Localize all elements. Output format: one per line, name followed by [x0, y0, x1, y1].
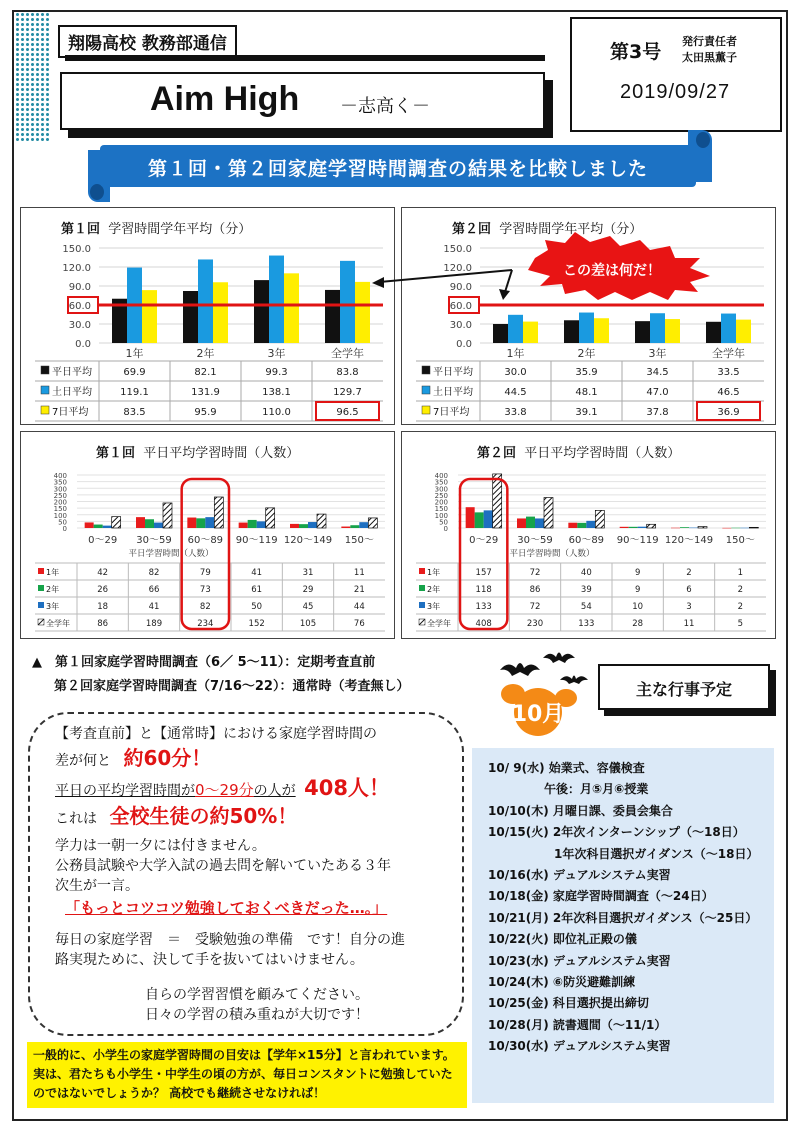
events-header	[598, 664, 770, 710]
table-cell: 131.9	[191, 387, 220, 398]
table-cell: 33.8	[504, 407, 527, 418]
bar-1年	[466, 507, 475, 528]
event-item: 10/22(火) 即位礼正殿の儀	[488, 932, 637, 947]
bar-2年	[526, 517, 535, 528]
table-cell: 48.1	[575, 387, 598, 398]
arrow-head-1	[372, 277, 384, 288]
bar-全学年	[493, 474, 502, 528]
bar-2年	[629, 527, 638, 528]
legend-label: 3年	[427, 602, 441, 611]
halloween-decoration	[488, 648, 598, 740]
table-cell: 83.5	[123, 407, 146, 418]
bar-全学年	[595, 510, 604, 528]
chart-title-text: 平日平均学習時間（人数）	[524, 446, 681, 461]
arrow-line-2	[505, 270, 512, 292]
table-cell: 69.9	[123, 367, 146, 378]
x-tick-label: 90～119	[235, 535, 278, 546]
table-cell: 129.7	[333, 387, 362, 398]
y-tick-label: 200	[434, 498, 448, 507]
event-item: 10/10(木) 月曜日課、委員会集合	[488, 803, 673, 818]
bar-2年	[196, 518, 205, 528]
callout-overlay	[0, 0, 800, 330]
y-tick-label: 400	[434, 472, 448, 480]
message-highlight: 約60分！	[123, 746, 212, 770]
message-highlight: 0～29分	[195, 781, 254, 799]
table-cell: 30.0	[504, 367, 527, 378]
table-cell: 99.3	[265, 367, 288, 378]
bar-2年	[577, 523, 586, 528]
chart-title-text: 学習時間学年平均（分）	[108, 222, 252, 237]
headline-text: 第１回・第２回家庭学習時間調査の結果を比較しました	[147, 158, 648, 180]
table-cell: 95.9	[194, 407, 217, 418]
bar-全学年	[749, 527, 758, 528]
legend-swatch	[422, 386, 430, 394]
bar-3年	[484, 510, 493, 528]
table-cell: 230	[526, 619, 544, 629]
table-cell: 11	[353, 568, 365, 578]
table-cell: 105	[299, 619, 317, 629]
y-tick-label: 150	[53, 505, 67, 514]
table-cell: 28	[632, 619, 644, 629]
x-tick-label: 60～89	[187, 535, 224, 546]
table-cell: 2	[737, 585, 744, 595]
table-cell: 35.9	[575, 367, 598, 378]
table-cell: 66	[148, 585, 160, 595]
y-tick-label: 30.0	[449, 320, 472, 331]
y-tick-label: 90.0	[68, 282, 91, 293]
event-item: 10/23(水) デュアルシステム実習	[488, 953, 671, 968]
table-cell: 54	[580, 602, 592, 612]
chart-title-text: 学習時間学年平均（分）	[499, 222, 643, 237]
bar-1年	[239, 523, 248, 528]
y-tick-label: 400	[53, 472, 67, 480]
y-tick-label: 60.0	[68, 301, 91, 312]
y-tick-label: 150.0	[62, 244, 91, 255]
table-cell: 41	[251, 568, 263, 578]
table-cell: 234	[197, 619, 214, 629]
legend-swatch	[41, 406, 49, 414]
bar-3年	[740, 528, 749, 529]
bar-3年	[308, 522, 317, 528]
bar-1年	[187, 518, 196, 528]
message-highlight: 全校生徒の約50%！	[109, 804, 298, 828]
bar-全学年	[266, 508, 275, 528]
table-cell: 119.1	[120, 387, 149, 398]
table-cell: 96.5	[336, 407, 359, 418]
callout-text: この差は何だ！	[563, 263, 661, 279]
table-cell: 37.8	[646, 407, 669, 418]
message-text: 平日の平均学習時間が	[55, 783, 195, 799]
legend-swatch	[419, 602, 425, 608]
table-cell: 46.5	[717, 387, 740, 398]
legend-swatch	[38, 619, 44, 625]
bar-1年	[620, 527, 629, 528]
table-cell: 72	[529, 602, 541, 612]
table-cell: 73	[199, 585, 211, 595]
x-axis-label: 平日学習時間（人数）	[128, 549, 214, 559]
message-line: 公務員試験や大学入試の過去問を解いていたある３年	[55, 858, 391, 874]
legend-label: 平日平均	[433, 367, 473, 378]
table-cell: 9	[634, 585, 641, 595]
table-cell: 157	[475, 568, 492, 578]
publisher-label: 発行責任者	[682, 35, 737, 48]
bar-全学年	[317, 514, 326, 528]
survey-note-1: ▲ 第１回家庭学習時間調査（6／ 5～11）：定期考査直前	[32, 655, 376, 670]
survey-note-2: 第２回家庭学習時間調査（7/16～22）：通常時（考査無し）	[54, 679, 410, 694]
y-tick-label: 0.0	[456, 339, 472, 350]
y-tick-label: 300	[53, 485, 67, 494]
x-tick-label: 60～89	[568, 535, 605, 546]
x-tick-label: 120～149	[664, 535, 714, 546]
y-tick-label: 60.0	[449, 301, 472, 312]
table-cell: 86	[529, 585, 541, 595]
message-line	[55, 778, 390, 801]
x-tick-label: 150～	[725, 535, 755, 546]
legend-swatch	[38, 602, 44, 608]
table-cell: 26	[97, 585, 109, 595]
message-line	[55, 806, 297, 829]
bar-3年	[535, 518, 544, 528]
legend-swatch	[38, 585, 44, 591]
legend-swatch	[422, 406, 430, 414]
table-cell: 11	[683, 619, 695, 629]
legend-label: 全学年	[46, 619, 70, 628]
legend-swatch	[41, 386, 49, 394]
bar-2年	[145, 519, 154, 528]
bar-2年	[94, 525, 103, 528]
message-text: 差が何と	[55, 753, 111, 769]
legend-label: 土日平均	[52, 387, 92, 398]
message-highlight: 408人！	[304, 776, 390, 800]
bar-3年	[638, 527, 647, 528]
table-cell: 41	[148, 602, 160, 612]
event-item: 10/16(水) デュアルシステム実習	[488, 868, 671, 883]
arrow-head-2	[499, 289, 510, 300]
table-cell: 6	[686, 585, 692, 595]
x-tick-label: 3年	[267, 347, 286, 360]
bar-3年	[257, 521, 266, 528]
message-line: 自らの学習習慣を顧みてください。	[145, 987, 369, 1003]
y-tick-label: 250	[434, 491, 448, 500]
x-tick-label: 120～149	[283, 535, 333, 546]
message-text: の人が	[253, 783, 296, 799]
chart-title-number: 第１回	[96, 446, 136, 461]
issue-number: 第3号	[610, 41, 662, 63]
event-item: 10/21(月) 2年次科目選択ガイダンス（～25日）	[488, 910, 758, 925]
legend-label: 1年	[46, 568, 60, 577]
table-cell: 133	[475, 602, 492, 612]
bar-全学年	[698, 527, 707, 528]
bar-1年	[568, 523, 577, 528]
y-tick-label: 30.0	[68, 320, 91, 331]
legend-swatch	[422, 366, 430, 374]
x-tick-label: 90～119	[616, 535, 659, 546]
legend-label: 3年	[46, 602, 60, 611]
events-title: 主な行事予定	[635, 680, 732, 699]
x-tick-label: 150～	[344, 535, 374, 546]
event-item: 10/ 9(水) 始業式、容儀検査	[488, 761, 645, 775]
chart-panel-count-2	[401, 431, 776, 639]
y-tick-label: 300	[434, 485, 448, 494]
newsletter-title: Aim High	[150, 80, 300, 118]
y-tick-label: 350	[53, 478, 67, 487]
legend-label: 全学年	[427, 619, 451, 628]
y-tick-label: 0	[443, 525, 448, 533]
issue-date: 2019/09/27	[620, 81, 731, 103]
table-cell: 83.8	[336, 367, 359, 378]
count-chart-2	[402, 432, 774, 637]
legend-label: 2年	[46, 585, 60, 594]
x-tick-label: 0～29	[88, 535, 118, 546]
bar-3年	[154, 523, 163, 528]
table-cell: 5	[737, 619, 744, 629]
event-item: 10/25(金) 科目選択提出締切	[488, 996, 649, 1011]
table-cell: 79	[199, 568, 211, 578]
message-line	[55, 748, 211, 771]
legend-swatch	[38, 568, 44, 574]
table-cell: 44.5	[504, 387, 527, 398]
bar-1年	[671, 528, 680, 529]
x-tick-label: 30～59	[136, 535, 172, 546]
table-cell: 21	[353, 585, 365, 595]
chart-title-number: 第１回	[61, 222, 101, 237]
bar-2年	[731, 528, 740, 529]
message-line: 日々の学習の積み重ねが大切です！	[145, 1007, 369, 1023]
table-cell: 152	[248, 619, 265, 629]
events-list	[472, 748, 774, 1103]
legend-label: 1年	[427, 568, 441, 577]
table-cell: 1	[737, 568, 744, 578]
newsletter-subtitle: －志高く－	[340, 96, 430, 117]
bar-1年	[517, 518, 526, 528]
message-line: 路実現ために、決して手を抜いてはいけません。	[55, 952, 364, 968]
table-cell: 18	[97, 602, 109, 612]
x-axis-label: 平日学習時間（人数）	[509, 549, 595, 559]
bar-3年	[689, 528, 698, 529]
event-item: 10/18(金) 家庭学習時間調査（～24日）	[488, 889, 714, 904]
y-tick-label: 120.0	[62, 263, 91, 274]
table-cell: 31	[302, 568, 314, 578]
y-tick-label: 250	[53, 491, 67, 500]
table-cell: 82	[199, 602, 211, 612]
table-cell: 10	[632, 602, 644, 612]
table-cell: 2	[686, 568, 692, 578]
table-cell: 42	[97, 568, 109, 578]
bat-icon	[543, 653, 575, 664]
table-cell: 36.9	[717, 407, 740, 418]
table-cell: 45	[302, 602, 314, 612]
table-cell: 118	[475, 585, 492, 595]
legend-swatch	[41, 366, 49, 374]
x-tick-label: 1年	[506, 347, 525, 360]
table-cell: 34.5	[646, 367, 669, 378]
bar-2年	[248, 520, 257, 528]
legend-label: 平日平均	[52, 367, 92, 378]
table-cell: 82.1	[194, 367, 217, 378]
event-item: 10/28(月) 読書週間（～11/1）	[488, 1017, 667, 1032]
table-cell: 29	[302, 585, 314, 595]
y-tick-label: 120.0	[443, 263, 472, 274]
table-cell: 47.0	[646, 387, 669, 398]
message-line: 毎日の家庭学習 ＝ 受験勉強の準備 です！自分の進	[55, 932, 405, 948]
bar-3年	[205, 517, 214, 528]
table-cell: 39.1	[575, 407, 598, 418]
legend-swatch	[419, 568, 425, 574]
event-item: 10/30(水) デュアルシステム実習	[488, 1039, 671, 1054]
bar-全学年	[112, 517, 121, 528]
y-tick-label: 90.0	[449, 282, 472, 293]
x-tick-label: 2年	[196, 347, 215, 360]
x-tick-label: 1年	[125, 347, 144, 360]
message-quote: 「もっとコツコツ勉強しておくべきだった…。」	[65, 899, 388, 917]
count-chart-1	[21, 432, 393, 637]
x-tick-label: 30～59	[517, 535, 553, 546]
table-cell: 138.1	[262, 387, 291, 398]
bar-3年	[586, 521, 595, 528]
legend-swatch	[419, 619, 425, 625]
legend-swatch	[419, 585, 425, 591]
table-cell: 189	[145, 619, 163, 629]
bar-2年	[350, 525, 359, 528]
school-title: 翔陽高校 教務部通信	[58, 25, 237, 58]
message-line: 【考査直前】と【通常時】における家庭学習時間の	[55, 726, 377, 742]
message-line: 学力は一朝一夕には付きません。	[55, 838, 266, 854]
bar-3年	[103, 526, 112, 528]
chart-title-number: 第２回	[452, 222, 492, 237]
table-cell: 133	[578, 619, 595, 629]
bar-全学年	[544, 498, 553, 528]
chart-panel-count-1	[20, 431, 395, 639]
table-cell: 61	[251, 585, 263, 595]
y-tick-label: 0	[62, 525, 67, 533]
event-item: 1年次科目選択ガイダンス（～18日）	[554, 846, 759, 861]
x-tick-label: 0～29	[469, 535, 499, 546]
y-tick-label: 50	[58, 518, 67, 527]
event-item: 午後：月⑤月⑥授業	[544, 782, 649, 797]
y-tick-label: 150	[434, 505, 448, 514]
message-line: 次生が一言。	[55, 878, 139, 894]
y-tick-label: 100	[434, 511, 448, 520]
table-cell: 72	[529, 568, 541, 578]
bar-3年	[359, 522, 368, 528]
event-item: 10/15(火) 2年次インターンシップ（～18日）	[488, 825, 745, 840]
x-tick-label: 2年	[577, 347, 596, 360]
y-tick-label: 200	[53, 498, 67, 507]
table-cell: 3	[686, 602, 692, 612]
bar-1年	[136, 517, 145, 528]
bat-icon	[560, 676, 588, 685]
bar-1年	[290, 524, 299, 528]
publisher-name: 太田黒薫子	[682, 51, 737, 64]
legend-label: 7日平均	[52, 407, 89, 418]
bar-全学年	[214, 497, 223, 528]
table-cell: 9	[634, 568, 641, 578]
bar-全学年	[368, 518, 377, 528]
arrow-line-1	[380, 270, 512, 282]
x-tick-label: 全学年	[331, 347, 364, 360]
legend-label: 2年	[427, 585, 441, 594]
table-cell: 110.0	[262, 407, 291, 418]
table-cell: 50	[251, 602, 263, 612]
bar-2年	[680, 527, 689, 528]
table-cell: 76	[353, 619, 365, 629]
table-cell: 82	[148, 568, 160, 578]
bar-1年	[722, 528, 731, 529]
x-tick-label: 3年	[648, 347, 667, 360]
table-cell: 408	[475, 619, 492, 629]
table-cell: 40	[580, 568, 592, 578]
chart-title-text: 平日平均学習時間（人数）	[143, 446, 300, 461]
bar-1年	[341, 527, 350, 528]
footer-note: 一般的に、小学生の家庭学習時間の目安は【学年×15分】と言われています。実は、君たちも小学生・中学生の頃の方が、毎日コンスタントに勉強していたのではないでしょうか？ 高校でも継続させなければ！	[27, 1042, 467, 1108]
table-cell: 86	[97, 619, 109, 629]
message-text: これは	[55, 811, 97, 827]
legend-label: 7日平均	[433, 407, 470, 418]
bar-全学年	[647, 524, 656, 528]
chart-title-number: 第２回	[477, 446, 517, 461]
y-tick-label: 0.0	[75, 339, 91, 350]
bar-2年	[475, 512, 484, 528]
x-tick-label: 全学年	[712, 347, 745, 360]
legend-label: 土日平均	[433, 387, 473, 398]
y-tick-label: 50	[439, 518, 448, 527]
y-tick-label: 350	[434, 478, 448, 487]
table-cell: 39	[580, 585, 592, 595]
table-cell: 2	[737, 602, 744, 612]
bar-1年	[85, 522, 94, 528]
bar-全学年	[163, 503, 172, 528]
table-cell: 44	[353, 602, 365, 612]
bar-2年	[299, 524, 308, 528]
table-cell: 33.5	[717, 367, 740, 378]
month-label: 10月	[511, 702, 565, 727]
event-item: 10/24(木) ⑥防災避難訓練	[488, 975, 636, 990]
y-tick-label: 150.0	[443, 244, 472, 255]
y-tick-label: 100	[53, 511, 67, 520]
bat-icon	[500, 663, 540, 676]
